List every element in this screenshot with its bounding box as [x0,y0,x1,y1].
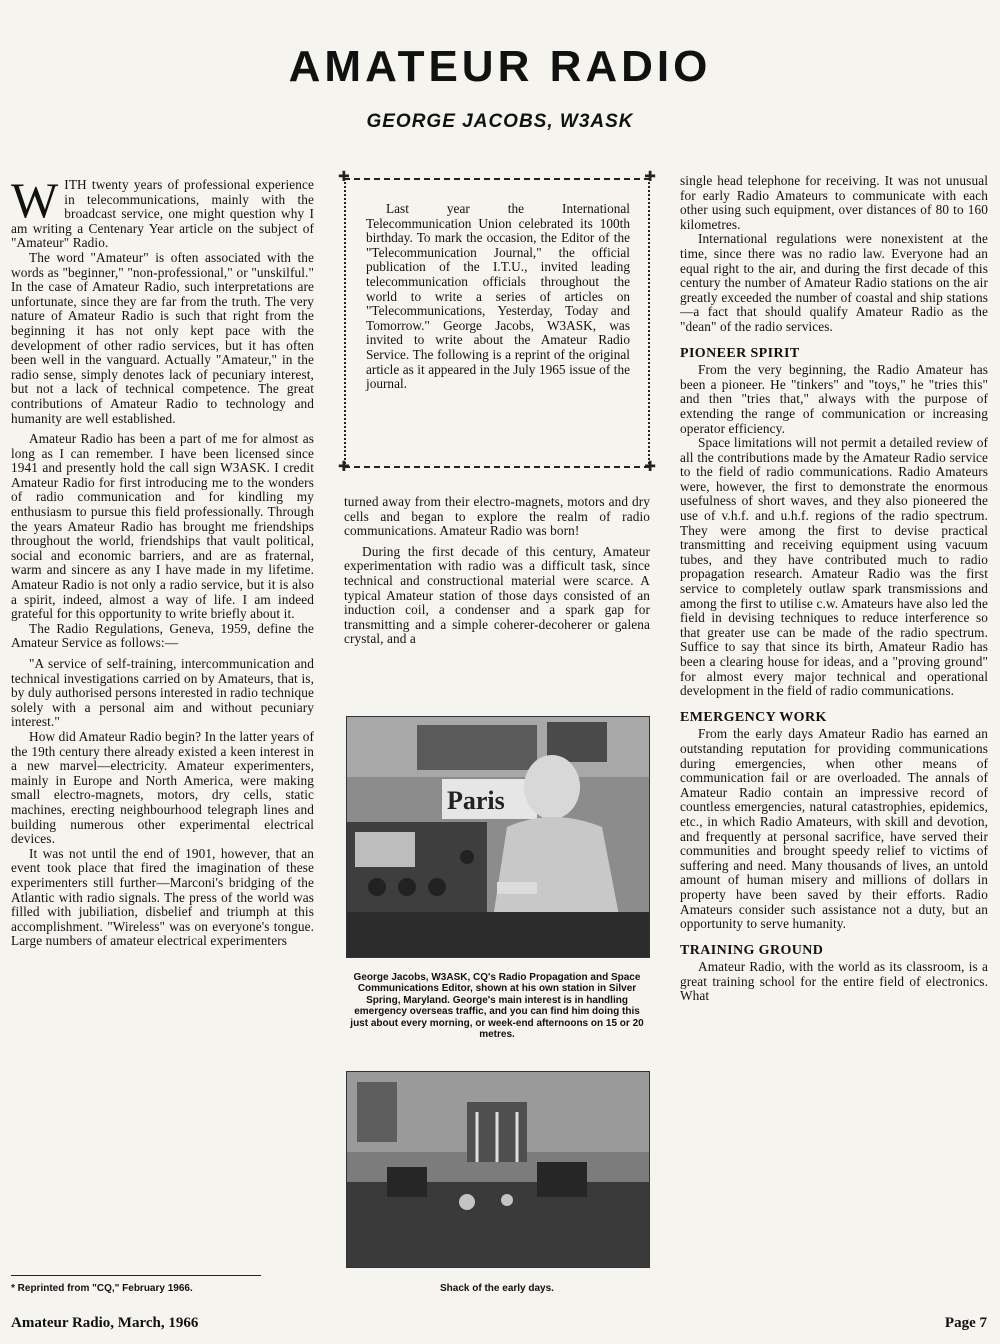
photo-caption: Shack of the early days. [440,1283,554,1294]
paragraph: From the very beginning, the Radio Amateur has been a pioneer. He "tinkers" and "toys," he "tries this" and then "tries that," always with the purpose of extending the range of communication or increasing operator efficiency. [680,362,988,436]
photo-illustration [347,717,649,957]
author-byline: GEORGE JACOBS, W3ASK [366,111,634,132]
paragraph: How did Amateur Radio begin? In the latter years of the 19th century there already existed a keen interest in a new marvel—electricity. Amateur experimenters, mainly in Europe and North America, were making small electro-magnets, motors, dry cells, static machines, erecting neighbourhood telegraph lines and building numerous other experimental electrical devices. [11,728,314,847]
publication-footer: Amateur Radio, March, 1966 [11,1315,199,1331]
page-number: Page 7 [944,1315,987,1331]
corner-ornament-icon: ✚ [644,170,656,185]
paragraph: single head telephone for receiving. It was not unusual for early Radio Amateurs to communicate with each other using such equipment, over distances of 80 to 160 kilometres. [680,173,988,232]
column-3 [680,174,988,1004]
corner-ornament-icon: ✚ [338,170,350,185]
paragraph: Amateur Radio has been a part of me for almost as long as I can remember. I have been licensed since 1941 and presently hold the call sign W3ASK. I credit Amateur Radio for first introducing me to the wonders of radio communication and for kindling my enthusiasm to pursue this field professionally. Through the years Amateur Radio has brought me friendships throughout the world, friendships that vault political, social and economic barriers, and are as fraternal, warm and sincere as any I have made in my lifetime. Amateur Radio is not only a radio service, but it is also a spirit, indeed, almost a way of life. I am indeed grateful for this opportunity to write briefly about it. [11,431,314,622]
paragraph: The word "Amateur" is often associated with the words as "beginner," "non-professional," or "unskilful." In the case of Amateur Radio, such interpretations are unfortunate, since they are far from the truth. The very nature of Amateur Radio is such that right from the beginning it has not only kept pace with the development of other radio services, but it has often been well in the vanguard. Actually "Amateur," in the radio sense, simply denotes lack of pecuniary interest, but not a lack of technical competence. The great contributions of Amateur Radio to technology and humanity are well established. [11,249,314,426]
footnote-divider [11,1275,261,1276]
paragraph: From the early days Amateur Radio has earned an outstanding reputation for providing communications during emergencies, when other means of communication fail or are overloaded. The annals of Amateur Radio contain an impressive record of countless emergencies, natural catastrophies, epidemics, etc., in which Radio Amateurs, with skill and devotion, and frequently at personal sacrifice, have served their communities and brought speedy relief to victims of suffering and need. Many thousands of lives, an untold amount of human misery and millions of dollars in property have been saved by their efforts. Radio Amateurs consider such assistance not a duty, but an opportunity to serve humanity. [680,726,988,932]
paragraph: Space limitations will not permit a detailed review of all the contributions made by the Amateur Radio service to the field of radio communications. Radio Amateurs were, however, the first to demonstrate the enormous usefulness of short waves, and they also pioneered the use of v.h.f. and u.h.f. regions of the radio spectrum. They were among the first to devise practical transmitting and receiving equipment using vacuum tubes, and they have contributed much to radio propagation research. Amateur Radio was the first service to completely outlaw spark transmissions and among the first to utilise c.w. Amateurs have also led the field in devising techniques to reduce interference so that greater use can be made of the radio spectrum. Suffice to say that since its birth, Amateur Radio has been a clearing house for ideas, and a "proving ground" for almost every major technical and operational development in the field of radio communications. [680,435,988,699]
paragraph: During the first decade of this century, Amateur experimentation with radio was a difficult task, since technical and constructional material were scarce. A typical Amateur station of those days consisted of an induction coil, a condenser and a spark gap for transmitting and a simple coherer-decoherer or galena crystal, and a [344,543,650,647]
quote-paragraph: "A service of self-training, intercommunication and technical investigations carried on by Amateurs, that is, by duly authorised persons interested in radio technique solely with a personal aim and without pecuniary interest." [11,656,314,730]
editor-note-text: Last year the International Telecommunication Union celebrated its 100th birthday. To mark the occasion, the Editor of the "Telecommunication Journal," the official publication of the I.T.U., invited leading telecommunication officials throughout the world to write a series of articles on "Telecommunications, Yesterday, Today and Tomorrow." George Jacobs, W3ASK, was invited to write about the Amateur Radio Service. The following is a reprint of the original article as it appeared in the July 1965 issue of the journal. [366,201,630,392]
section-heading: PIONEER SPIRIT [680,345,800,361]
photo-illustration [347,1072,649,1267]
paragraph: The Radio Regulations, Geneva, 1959, define the Amateur Service as follows:— [11,620,314,651]
paragraph [11,172,314,251]
paragraph: Amateur Radio, with the world as its classroom, is a great training school for the entire field of electronics. What [680,959,988,1004]
section-heading: EMERGENCY WORK [680,709,827,725]
editor-note-box [338,170,656,475]
section-heading: TRAINING GROUND [680,942,824,958]
column-2 [344,495,650,647]
photo-early-shack [346,1071,650,1268]
poster-text: Paris [447,786,505,815]
photo-george-jacobs-station [346,716,650,958]
drop-cap: W [11,172,59,228]
corner-ornament-icon: ✚ [644,460,656,475]
corner-ornament-icon: ✚ [338,460,350,475]
paragraph: turned away from their electro-magnets, motors and dry cells and began to explore the realm of radio communications. Amateur Radio was born! [344,494,650,539]
paragraph-text: ITH twenty years of professional experience in telecommunications, mainly with the broadcast service, one might question why I am writing a Centenary Year article on the subject of "Amateur" Radio. [11,177,314,251]
paragraph: International regulations were nonexistent at the time, since there was no radio law. Everyone had an equal right to the air, and during the first decade of this century the number of Amateur Radio stations on the air greatly exceeded the number of coastal and ship stations—a fact that should qualify Amateur Radio as the "dean" of the radio services. [680,231,988,334]
footnote: * Reprinted from "CQ," February 1966. [11,1283,193,1294]
article-title: AMATEUR RADIO [288,42,712,91]
column-1 [11,172,314,949]
photo-caption: George Jacobs, W3ASK, CQ's Radio Propagation and Space Communications Editor, shown at his own station in Silver Spring, Maryland. George's main interest is in handling emergency overseas traffic, and you can find him doing this just about every morning, or week-end afternoons on 15 or 20 metres. [350,972,644,1041]
paragraph: It was not until the end of 1901, however, that an event took place that fired the imagination of these experimenters still further—Marconi's bridging of the Atlantic with radio signals. The press of the world was filled with jubiliation, disbelief and triumph at this accomplishment. "Wireless" was on everyone's tongue. Large numbers of amateur electrical experimenters [11,845,314,949]
